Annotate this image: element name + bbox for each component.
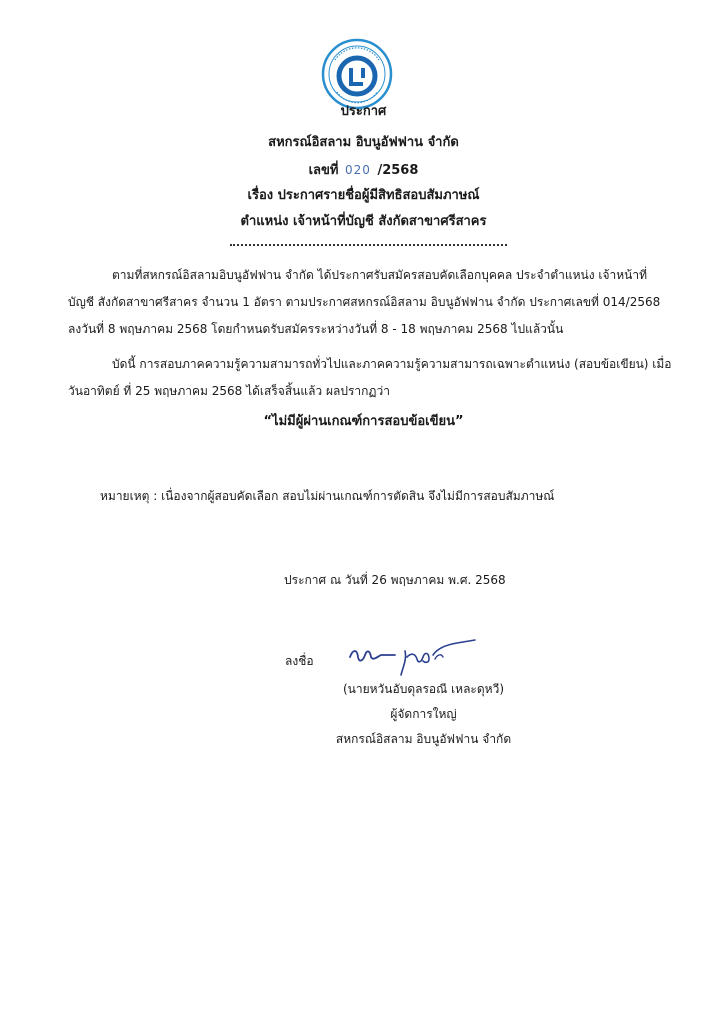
announcement-title: ประกาศ (340, 104, 387, 119)
sign-label: ลงชื่อ (285, 654, 314, 668)
signer-title: ผู้จัดการใหญ่ (390, 707, 457, 721)
number-suffix: /2568 (377, 163, 419, 178)
dotted-divider (230, 244, 507, 246)
announcement-number (0, 161, 727, 180)
handwritten-signature (345, 635, 485, 680)
organization-name: สหกรณ์อิสลาม อิบนูอัฟฟาน จำกัด (268, 135, 459, 150)
paragraph-1-line-3: ลงวันที่ 8 พฤษภาคม 2568 โดยกำหนดรับสมัครระหว่างวันที่ 8 - 18 พฤษภาคม 2568 ไปแล้วนั้น (68, 322, 564, 336)
number-prefix: เลขที่ (308, 163, 339, 178)
position-line: ตำแหน่ง เจ้าหน้าที่บัญชี สังกัดสาขาศรีสาคร (240, 214, 487, 229)
cooperative-logo (321, 38, 393, 110)
signer-organization: สหกรณ์อิสลาม อิบนูอัฟฟาน จำกัด (335, 732, 512, 746)
paragraph-2-line-2: วันอาทิตย์ ที่ 25 พฤษภาคม 2568 ได้เสร็จสิ้นแล้ว ผลปรากฏว่า (68, 384, 390, 398)
announcement-date: ประกาศ ณ วันที่ 26 พฤษภาคม พ.ศ. 2568 (284, 573, 506, 587)
remark-note: หมายเหตุ : เนื่องจากผู้สอบคัดเลือก สอบไม่ผ่านเกณฑ์การตัดสิน จึงไม่มีการสอบสัมภาษณ์ (100, 489, 555, 503)
subject-line: เรื่อง ประกาศรายชื่อผู้มีสิทธิสอบสัมภาษณ์ (247, 188, 480, 203)
paragraph-2-line-1: บัดนี้ การสอบภาคความรู้ความสามารถทั่วไปและภาคความรู้ความสามารถเฉพาะตำแหน่ง (สอบข้อเขียน) เมื่อ (112, 357, 672, 371)
paragraph-1-line-2: บัญชี สังกัดสาขาศรีสาคร จำนวน 1 อัตรา ตามประกาศสหกรณ์อิสลาม อิบนูอัฟฟาน จำกัด ประกาศเลขที่ 014/2568 (68, 295, 661, 309)
paragraph-1-line-1: ตามที่สหกรณ์อิสลามอิบนูอัฟฟาน จำกัด ได้ประกาศรับสมัครสอบคัดเลือกบุคคล ประจำตำแหน่ง เจ้าหน้าที่ (112, 268, 648, 282)
result-statement: “ไม่มีผู้ผ่านเกณฑ์การสอบข้อเขียน” (263, 414, 464, 429)
number-value: 020 (345, 163, 371, 177)
signer-name: (นายหวันอับดุลรอณี เหละดุหวี) (342, 682, 504, 696)
